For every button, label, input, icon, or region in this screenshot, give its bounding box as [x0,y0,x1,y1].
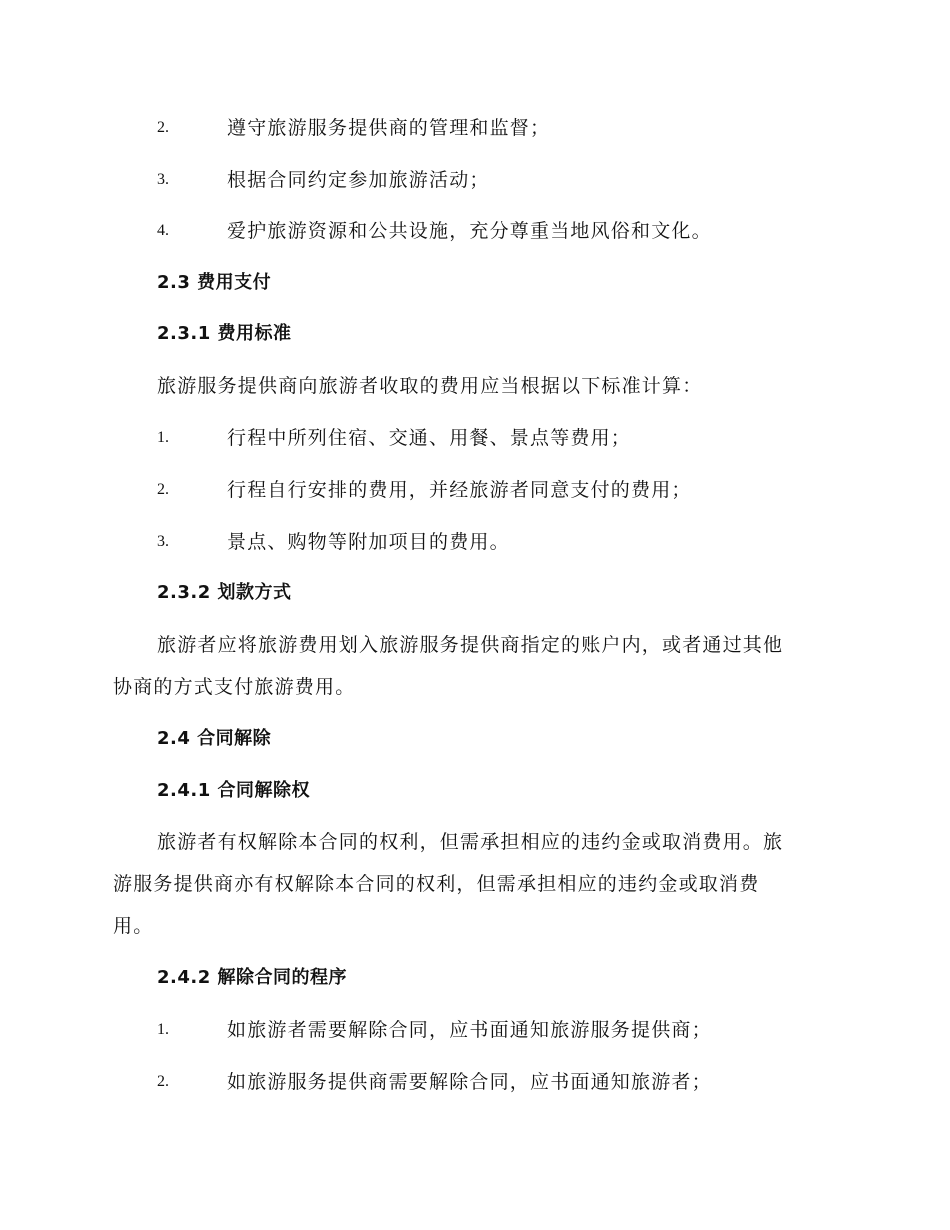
list-item-number: 3. [157,171,169,188]
paragraph-text: 旅游者应将旅游费用划入旅游服务提供商指定的账户内，或者通过其他 [157,634,784,656]
section-heading: 2.3 费用支付 [157,272,272,293]
section-heading: 2.4 合同解除 [157,728,272,749]
list-item-text: 爱护旅游资源和公共设施，充分尊重当地风俗和文化。 [227,220,712,242]
subsection-heading: 2.4.1 合同解除权 [157,780,311,801]
paragraph-text: 游服务提供商亦有权解除本合同的权利，但需承担相应的违约金或取消费 [113,873,760,895]
list-item-text: 如旅游者需要解除合同，应书面通知旅游服务提供商； [227,1019,712,1041]
list-item-text: 行程自行安排的费用，并经旅游者同意支付的费用； [227,479,692,501]
paragraph-text: 旅游服务提供商向旅游者收取的费用应当根据以下标准计算： [157,375,703,397]
list-item-number: 2. [157,481,169,498]
subsection-heading: 2.3.2 划款方式 [157,582,292,603]
list-item-text: 遵守旅游服务提供商的管理和监督； [227,117,551,139]
list-item-number: 1. [157,429,169,446]
list-item-number: 4. [157,222,169,239]
subsection-heading: 2.3.1 费用标准 [157,323,292,344]
list-item-number: 3. [157,533,169,550]
subsection-heading: 2.4.2 解除合同的程序 [157,967,348,988]
list-item-number: 2. [157,119,169,136]
paragraph-text: 旅游者有权解除本合同的权利，但需承担相应的违约金或取消费用。旅 [157,831,784,853]
paragraph-text: 协商的方式支付旅游费用。 [113,676,356,698]
paragraph-text: 用。 [113,915,154,937]
list-item-text: 如旅游服务提供商需要解除合同，应书面通知旅游者； [227,1071,712,1093]
list-item-number: 1. [157,1021,169,1038]
list-item-text: 根据合同约定参加旅游活动； [227,169,490,191]
list-item-number: 2. [157,1073,169,1090]
list-item-text: 行程中所列住宿、交通、用餐、景点等费用； [227,427,632,449]
list-item-text: 景点、购物等附加项目的费用。 [227,531,510,553]
